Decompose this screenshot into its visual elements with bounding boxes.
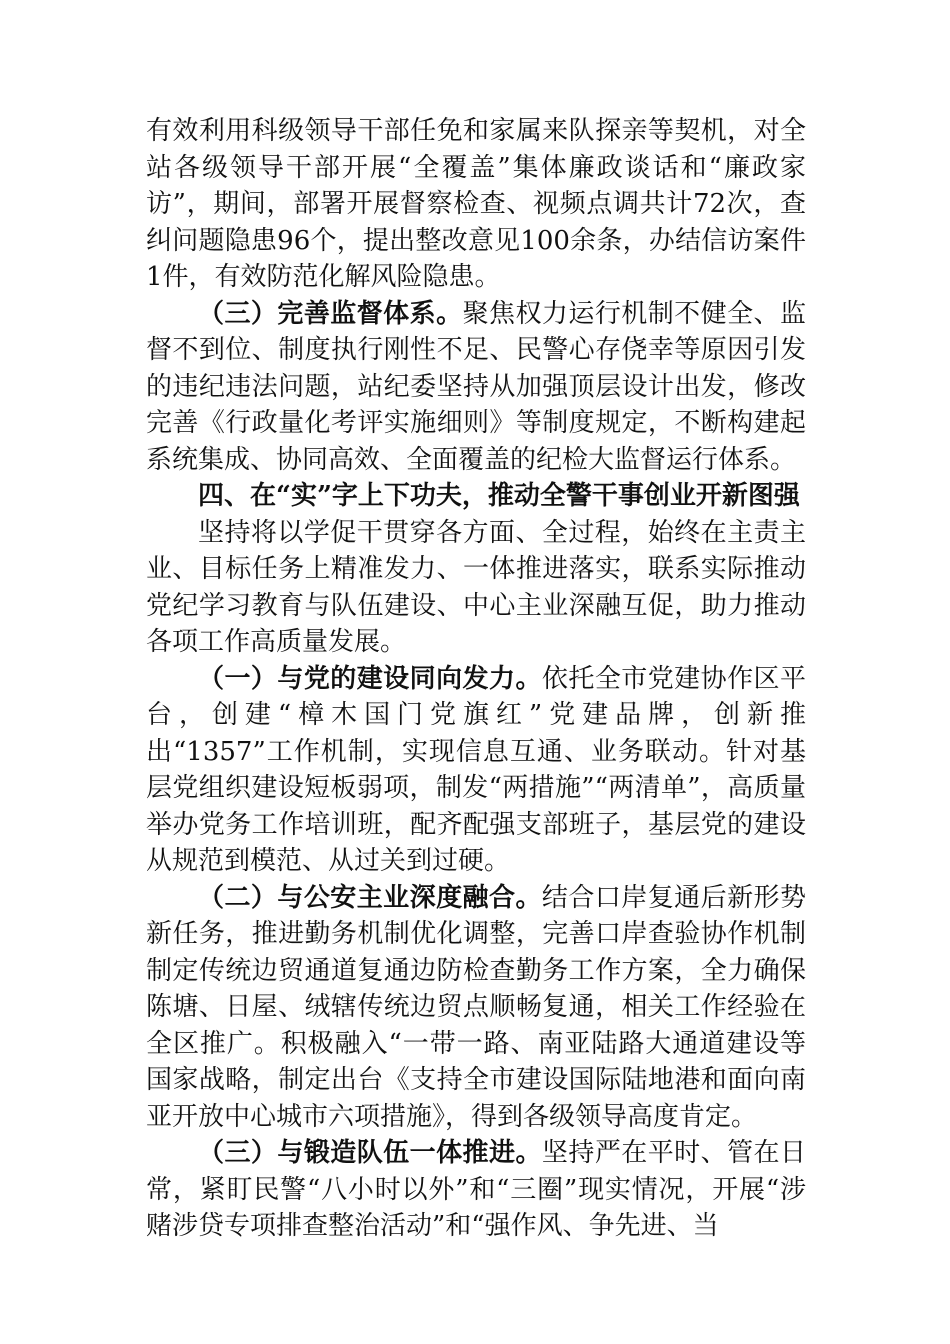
section-heading-text: 四、在“实”字上下功夫，推动全警干事创业开新图强 xyxy=(198,481,800,511)
paragraph-lead: （二）与公安主业深度融合。 xyxy=(198,882,542,913)
paragraph-intro xyxy=(146,515,806,661)
section-heading xyxy=(146,478,806,515)
paragraph-police-work xyxy=(146,880,806,1136)
paragraph-supervision-system xyxy=(146,296,806,479)
paragraph-text: 坚持将以学促干贯穿各方面、全过程，始终在主责主业、目标任务上精准发力、一体推进落实，联系实际推动党纪学习教育与队伍建设、中心主业深融互促，助力推动各项工作高质量发展。 xyxy=(146,517,806,657)
paragraph-text: 依托全市党建协作区平台，创建“樟木国门党旗红”党建品牌，创新推出“1357”工作机制，实现信息互通、业务联动。针对基层党组织建设短板弱项，制发“两措施”“两清单”，高质量举办党务工作培训班，配齐配强支部班子，基层党的建设从规范到模范、从过关到过硬。 xyxy=(146,663,806,876)
paragraph-text: 有效利用科级领导干部任免和家属来队探亲等契机，对全站各级领导干部开展“全覆盖”集体廉政谈话和“廉政家访”，期间，部署开展督察检查、视频点调共计72次，查纠问题隐患96个，提出整改意见100余条，办结信访案件1件，有效防范化解风险隐患。 xyxy=(146,116,806,292)
paragraph-party-building xyxy=(146,661,806,880)
paragraph-team-building xyxy=(146,1135,806,1245)
document-body xyxy=(146,113,806,1245)
paragraph-continuation xyxy=(146,113,806,296)
paragraph-lead: （三）完善监督体系。 xyxy=(198,298,463,329)
paragraph-text: 聚焦权力运行机制不健全、监督不到位、制度执行刚性不足、民警心存侥幸等原因引发的违纪违法问题，站纪委坚持从加强顶层设计出发，修改完善《行政量化考评实施细则》等制度规定，不断构建起系统集成、协同高效、全面覆盖的纪检大监督运行体系。 xyxy=(146,298,806,475)
paragraph-lead: （一）与党的建设同向发力。 xyxy=(198,663,542,694)
paragraph-lead: （三）与锻造队伍一体推进。 xyxy=(198,1138,542,1168)
paragraph-text: 结合口岸复通后新形势新任务，推进勤务机制优化调整，完善口岸查验协作机制制定传统边贸通道复通边防检查勤务工作方案，全力确保陈塘、日屋、绒辖传统边贸点顺畅复通，相关工作经验在全区推广。积极融入“一带一路、南亚陆路大通道建设等国家战略，制定出台《支持全市建设国际陆地港和面向南亚开放中心城市六项措施》，得到各级领导高度肯定。 xyxy=(146,882,806,1132)
paragraph-text: 坚持严在平时、管在日常，紧盯民警“八小时以外”和“三圈”现实情况，开展“涉赌涉贷专项排查整治活动”和“强作风、争先进、当 xyxy=(146,1138,806,1241)
